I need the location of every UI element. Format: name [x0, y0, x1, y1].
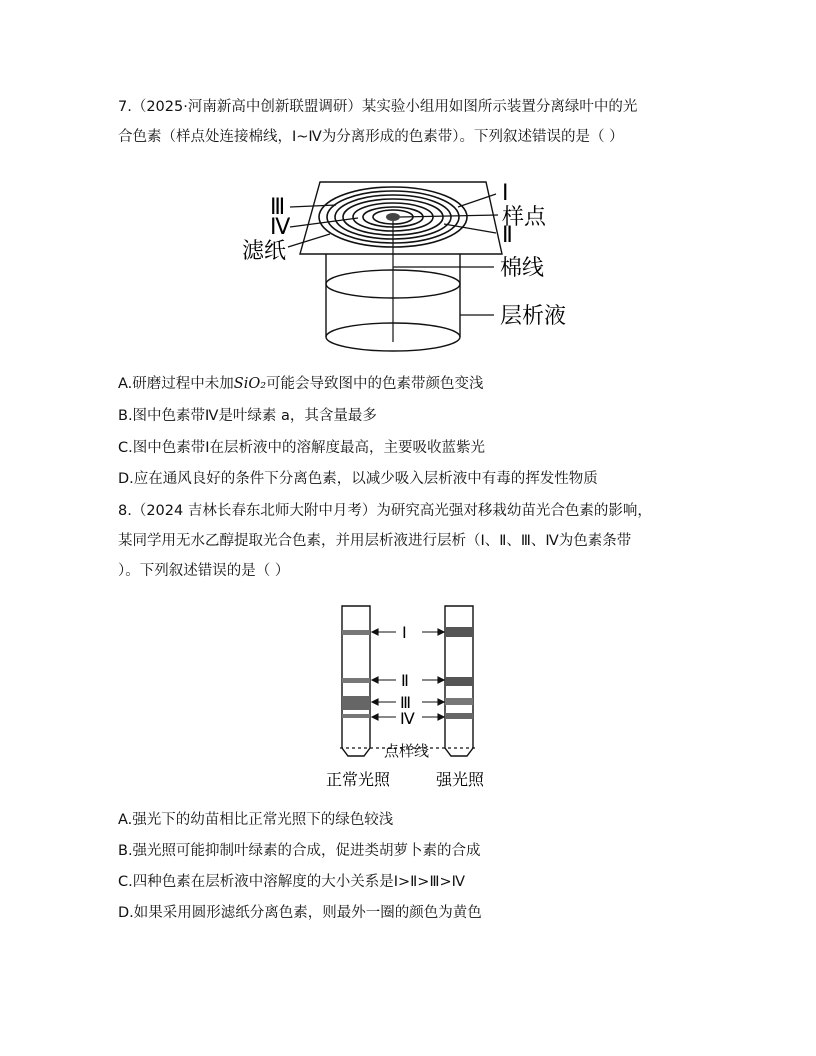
q7-stem-line2: 合色素（样点处连接棉线，Ⅰ~Ⅳ为分离形成的色素带）。下列叙述错误的是（ ）: [118, 129, 624, 145]
label-paper: 滤纸: [242, 239, 287, 264]
q8-option-a: A.强光下的幼苗相比正常光照下的绿色较浅: [118, 812, 394, 828]
q7-option-a-post: 可能会导致图中的色素带颜色变浅: [266, 376, 484, 392]
sample-point: [386, 213, 400, 221]
q8-option-d: D.如果采用圆形滤纸分离色素，则最外一圈的颜色为黄色: [118, 905, 482, 921]
q8-stem-line2: 某同学用无水乙醇提取光合色素，并用层析液进行层析（Ⅰ、Ⅱ、Ⅲ、Ⅳ为色素条带: [118, 533, 632, 549]
q7-option-d: D.应在通风良好的条件下分离色素，以减少吸入层析液中有毒的挥发性物质: [118, 471, 598, 487]
label-solvent: 层析液: [500, 304, 567, 329]
tube-label-left: 正常光照: [326, 770, 391, 789]
label-band4: Ⅳ: [270, 215, 291, 240]
left-tube: [342, 606, 370, 756]
label-thread: 棉线: [500, 256, 545, 281]
right-tube: [445, 606, 473, 756]
q7-figure-circular-chromatography: [236, 172, 580, 362]
tube-label-band2: Ⅱ: [401, 671, 409, 690]
q7-option-c: C.图中色素带Ⅰ在层析液中的溶解度最高，主要吸收蓝紫光: [118, 440, 486, 456]
q8-stem-line1: 8.（2024 吉林长春东北师大附中月考）为研究高光强对移栽幼苗光合色素的影响，: [118, 503, 652, 519]
q8-figure-tube-chromatography: [318, 598, 508, 796]
q8-option-b: B.强光照可能抑制叶绿素的合成，促进类胡萝卜素的合成: [118, 843, 481, 859]
tube-label-band4: Ⅳ: [400, 709, 415, 728]
tube-label-origin: 点样线: [384, 742, 430, 760]
q7-option-a: [118, 374, 484, 394]
label-sample: 样点: [502, 205, 547, 230]
q7-option-a-sio2: SiO₂: [233, 376, 267, 392]
tube-label-band3: Ⅲ: [400, 693, 412, 712]
q8-stem-line3: ）。下列叙述错误的是（ ）: [118, 563, 290, 579]
label-band1: Ⅰ: [502, 181, 509, 206]
q7-option-b: B.图中色素带Ⅳ是叶绿素 a，其含量最多: [118, 408, 377, 424]
label-band3: Ⅲ: [270, 195, 286, 220]
q8-option-c: C.四种色素在层析液中溶解度的大小关系是Ⅰ>Ⅱ>Ⅲ>Ⅳ: [118, 874, 465, 890]
q7-stem-line1: 7.（2025·河南新高中创新联盟调研）某实验小组用如图所示装置分离绿叶中的光: [118, 99, 638, 115]
tube-label-right: 强光照: [436, 770, 485, 789]
label-band2: Ⅱ: [502, 223, 513, 248]
tube-label-band1: Ⅰ: [402, 623, 407, 642]
q7-option-a-pre: A.研磨过程中未加: [118, 376, 234, 392]
